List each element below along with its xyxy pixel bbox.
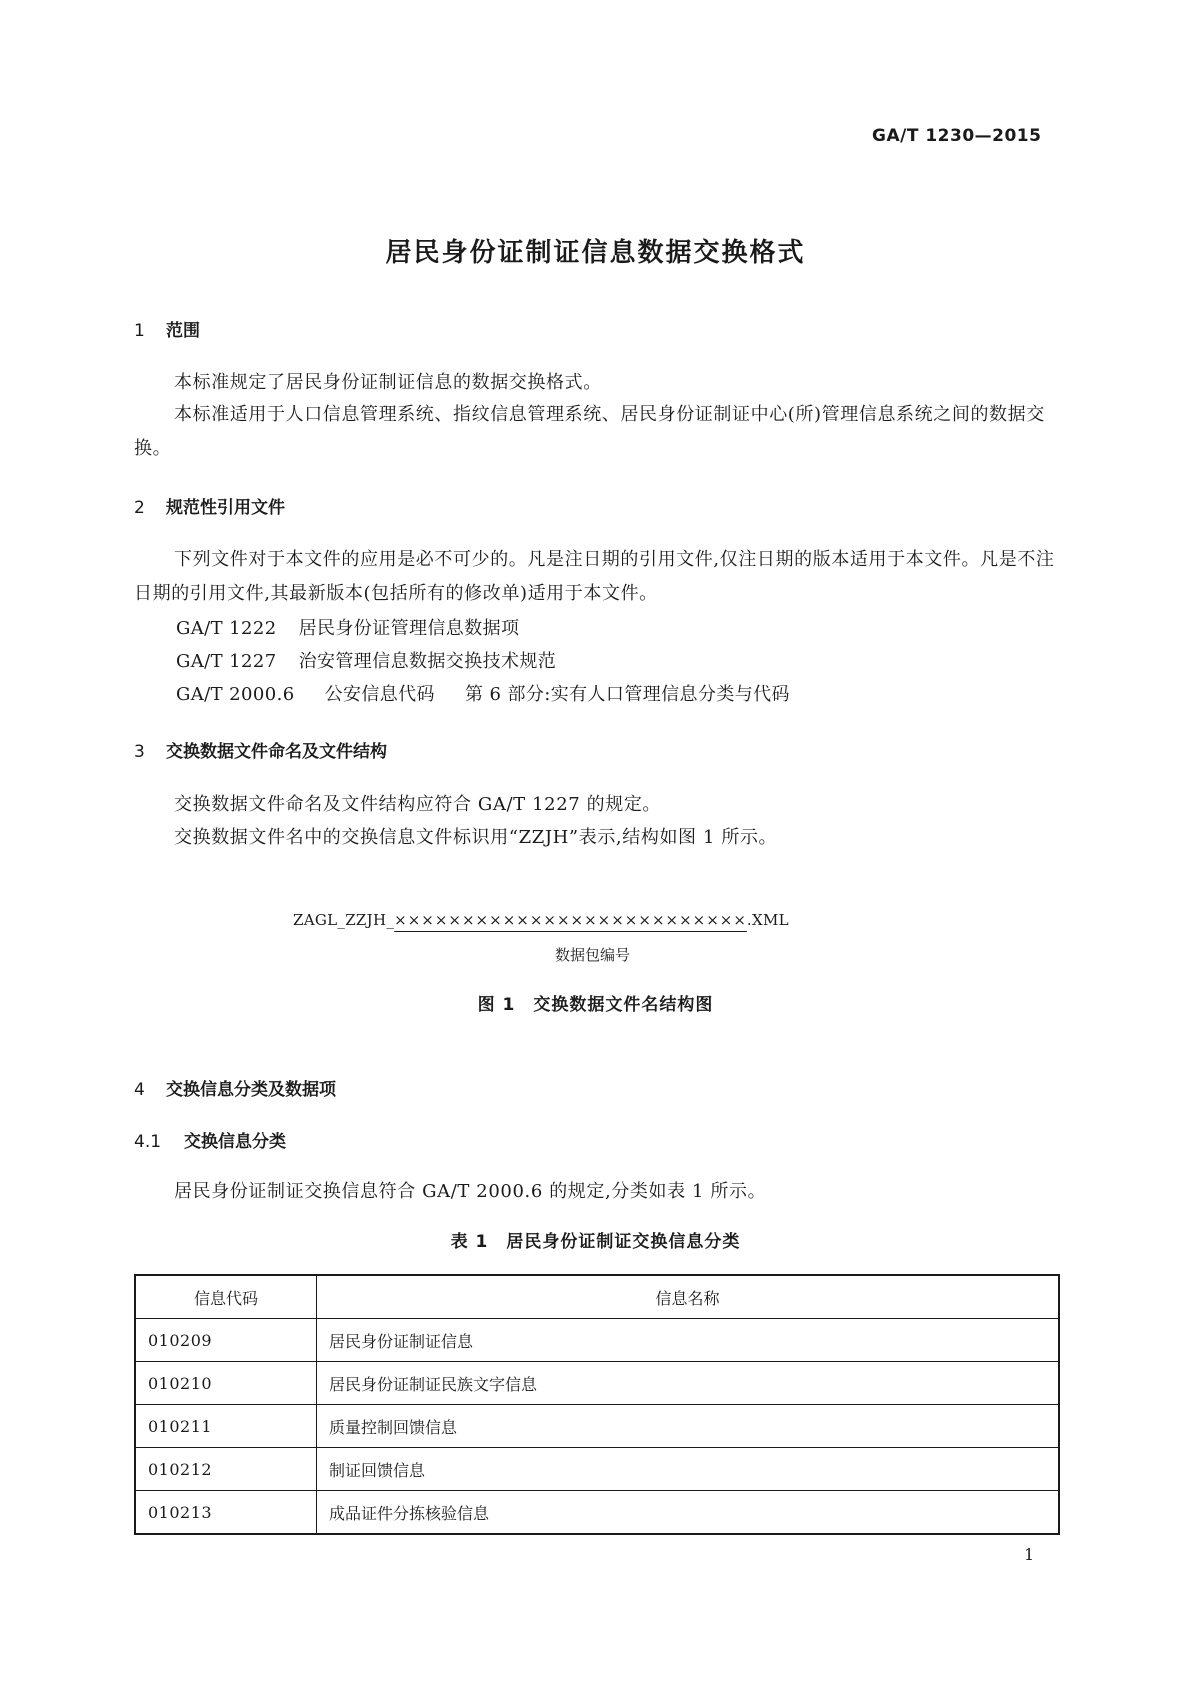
section-3-heading <box>134 737 387 762</box>
table-row <box>135 1362 1059 1405</box>
info-code-cell: 010212 <box>135 1448 317 1491</box>
section-number: 4 <box>134 1080 145 1100</box>
section-1-paragraph-2: 本标准适用于人口信息管理系统、指纹信息管理系统、居民身份证制证中心(所)管理信息系统之间的数据交换。 <box>134 404 1045 459</box>
filename-prefix: ZAGL_ZZJH_ <box>293 911 395 929</box>
section-1-heading <box>134 316 200 341</box>
packet-number-label: 数据包编号 <box>555 946 631 964</box>
info-code-cell: 010209 <box>135 1319 317 1362</box>
section-title: 交换数据文件命名及文件结构 <box>166 742 387 762</box>
table-row <box>135 1491 1059 1535</box>
info-classification-table <box>134 1274 1060 1535</box>
section-4-heading <box>134 1075 336 1100</box>
info-name-cell: 成品证件分拣核验信息 <box>317 1491 1060 1535</box>
section-number: 4.1 <box>134 1132 162 1152</box>
section-1-paragraph-1: 本标准规定了居民身份证制证信息的数据交换格式。 <box>174 372 602 393</box>
info-name-cell: 居民身份证制证信息 <box>317 1319 1060 1362</box>
section-title: 交换信息分类及数据项 <box>166 1080 336 1100</box>
section-title: 范围 <box>166 321 200 341</box>
figure-caption: 图 1 交换数据文件名结构图 <box>477 995 714 1015</box>
info-name-cell: 居民身份证制证民族文字信息 <box>317 1362 1060 1405</box>
reference-name: 公安信息代码 <box>324 684 435 705</box>
info-code-cell: 010210 <box>135 1362 317 1405</box>
reference-name: 治安管理信息数据交换技术规范 <box>298 651 557 672</box>
section-title: 交换信息分类 <box>184 1132 286 1152</box>
reference-item <box>176 680 790 706</box>
table-row <box>135 1405 1059 1448</box>
filename-structure <box>293 911 789 929</box>
reference-code: GA/T 1222 <box>176 618 277 639</box>
section-4-1-heading <box>134 1127 286 1152</box>
reference-code: GA/T 2000.6 <box>176 684 295 705</box>
section-number: 2 <box>134 498 145 518</box>
filename-placeholder: ×××××××××××××××××××××××××× <box>394 911 747 929</box>
section-2-paragraph-1: 下列文件对于本文件的应用是必不可少的。凡是注日期的引用文件,仅注日期的版本适用于本文件。凡是不注日期的引用文件,其最新版本(包括所有的修改单)适用于本文件。 <box>134 549 1055 604</box>
info-code-cell: 010211 <box>135 1405 317 1448</box>
info-name-cell: 质量控制回馈信息 <box>317 1405 1060 1448</box>
table-row <box>135 1319 1059 1362</box>
table-row <box>135 1448 1059 1491</box>
reference-item <box>176 614 519 640</box>
section-number: 3 <box>134 742 145 762</box>
standard-code: GA/T 1230—2015 <box>872 126 1042 146</box>
table-header-row <box>135 1275 1059 1319</box>
table-caption: 表 1 居民身份证制证交换信息分类 <box>450 1232 741 1252</box>
section-title: 规范性引用文件 <box>166 498 285 518</box>
column-header-code: 信息代码 <box>135 1275 317 1319</box>
info-name-cell: 制证回馈信息 <box>317 1448 1060 1491</box>
reference-item <box>176 647 556 673</box>
page-number: 1 <box>1024 1545 1035 1564</box>
info-code-cell: 010213 <box>135 1491 317 1535</box>
column-header-name: 信息名称 <box>317 1275 1060 1319</box>
section-2-heading <box>134 493 285 518</box>
reference-code: GA/T 1227 <box>176 651 277 672</box>
section-4-1-paragraph-1: 居民身份证制证交换信息符合 GA/T 2000.6 的规定,分类如表 1 所示。 <box>174 1181 767 1202</box>
reference-part: 第 6 部分:实有人口管理信息分类与代码 <box>464 684 790 705</box>
section-3-paragraph-1: 交换数据文件命名及文件结构应符合 GA/T 1227 的规定。 <box>174 794 662 815</box>
section-3-paragraph-2: 交换数据文件名中的交换信息文件标识用“ZZJH”表示,结构如图 1 所示。 <box>174 827 778 848</box>
filename-suffix: .XML <box>746 911 789 929</box>
document-title: 居民身份证制证信息数据交换格式 <box>385 238 806 268</box>
section-number: 1 <box>134 321 145 341</box>
reference-name: 居民身份证管理信息数据项 <box>298 618 520 639</box>
